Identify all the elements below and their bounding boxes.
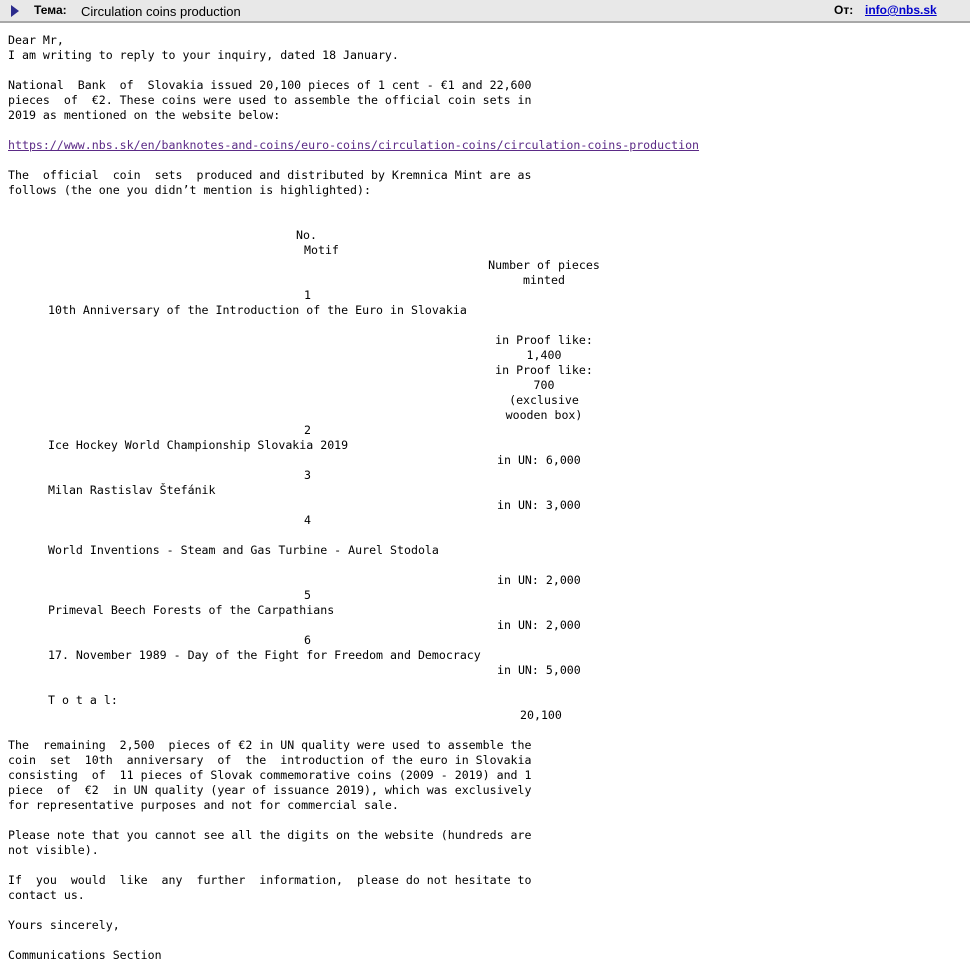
- intro-line: I am writing to reply to your inquiry, dated 18 January.: [8, 48, 399, 62]
- paragraph-line: 2019 as mentioned on the website below:: [8, 108, 281, 122]
- row-count: 1,400: [526, 348, 562, 362]
- paragraph-line: consisting of 11 pieces of Slovak commemorative coins (2009 - 2019) and 1: [8, 768, 532, 782]
- row-count: in UN: 2,000: [497, 618, 581, 632]
- column-header-pieces: Number of pieces: [488, 258, 600, 272]
- column-header-no: No.: [296, 228, 317, 242]
- row-motif: Ice Hockey World Championship Slovakia 2019: [48, 438, 349, 452]
- paragraph-line: Please note that you cannot see all the digits on the website (hundreds are: [8, 828, 532, 842]
- row-motif: 17. November 1989 - Day of the Fight for Freedom and Democracy: [48, 648, 481, 662]
- row-number: 2: [304, 423, 311, 437]
- paragraph-line: If you would like any further information, please do not hesitate to: [8, 873, 532, 887]
- row-count: in Proof like:: [495, 363, 593, 377]
- column-header-pieces: minted: [523, 273, 565, 287]
- paragraph-line: follows (the one you didn’t mention is highlighted):: [8, 183, 371, 197]
- signature: Communications Section: [8, 948, 162, 962]
- subject-value: Circulation coins production: [81, 4, 241, 19]
- row-number: 3: [304, 468, 311, 482]
- paragraph-line: contact us.: [8, 888, 85, 902]
- total-value: 20,100: [520, 708, 562, 722]
- row-count: 700: [533, 378, 555, 392]
- subject-label: Тема:: [34, 3, 67, 17]
- paragraph-line: pieces of €2. These coins were used to assemble the official coin sets in: [8, 93, 532, 107]
- row-number: 1: [304, 288, 311, 302]
- from-email-link[interactable]: info@nbs.sk: [865, 3, 937, 17]
- nbs-website-link[interactable]: https://www.nbs.sk/en/banknotes-and-coins/euro-coins/circulation-coins/circulation-coins-production: [8, 138, 700, 152]
- row-count: (exclusive: [509, 393, 579, 407]
- row-number: 4: [304, 513, 311, 527]
- row-motif: 10th Anniversary of the Introduction of the Euro in Slovakia: [48, 303, 467, 317]
- expand-triangle-icon[interactable]: [11, 5, 19, 17]
- row-count: in UN: 3,000: [497, 498, 581, 512]
- row-motif: Primeval Beech Forests of the Carpathians: [48, 603, 335, 617]
- row-count: in UN: 6,000: [497, 453, 581, 467]
- paragraph-line: piece of €2 in UN quality (year of issuance 2019), which was exclusively: [8, 783, 532, 797]
- paragraph-line: not visible).: [8, 843, 99, 857]
- row-count: in UN: 2,000: [497, 573, 581, 587]
- row-motif: Milan Rastislav Štefánik: [48, 483, 216, 497]
- total-label: T o t a l:: [48, 693, 118, 707]
- row-number: 6: [304, 633, 311, 647]
- signoff: Yours sincerely,: [8, 918, 120, 932]
- column-header-motif: Motif: [304, 243, 339, 257]
- row-count: wooden box): [505, 408, 583, 422]
- paragraph-line: coin set 10th anniversary of the introduction of the euro in Slovakia: [8, 753, 532, 767]
- row-count: in Proof like:: [495, 333, 593, 347]
- paragraph-line: for representative purposes and not for commercial sale.: [8, 798, 399, 812]
- paragraph-line: The official coin sets produced and distributed by Kremnica Mint are as: [8, 168, 532, 182]
- paragraph-line: National Bank of Slovakia issued 20,100 pieces of 1 cent - €1 and 22,600: [8, 78, 532, 92]
- row-count: in UN: 5,000: [497, 663, 581, 677]
- row-motif: World Inventions - Steam and Gas Turbine - Aurel Stodola: [48, 543, 439, 557]
- paragraph-line: The remaining 2,500 pieces of €2 in UN quality were used to assemble the: [8, 738, 532, 752]
- email-header: [0, 0, 970, 23]
- greeting: Dear Mr,: [8, 33, 64, 47]
- row-number: 5: [304, 588, 311, 602]
- from-label: От:: [834, 3, 854, 17]
